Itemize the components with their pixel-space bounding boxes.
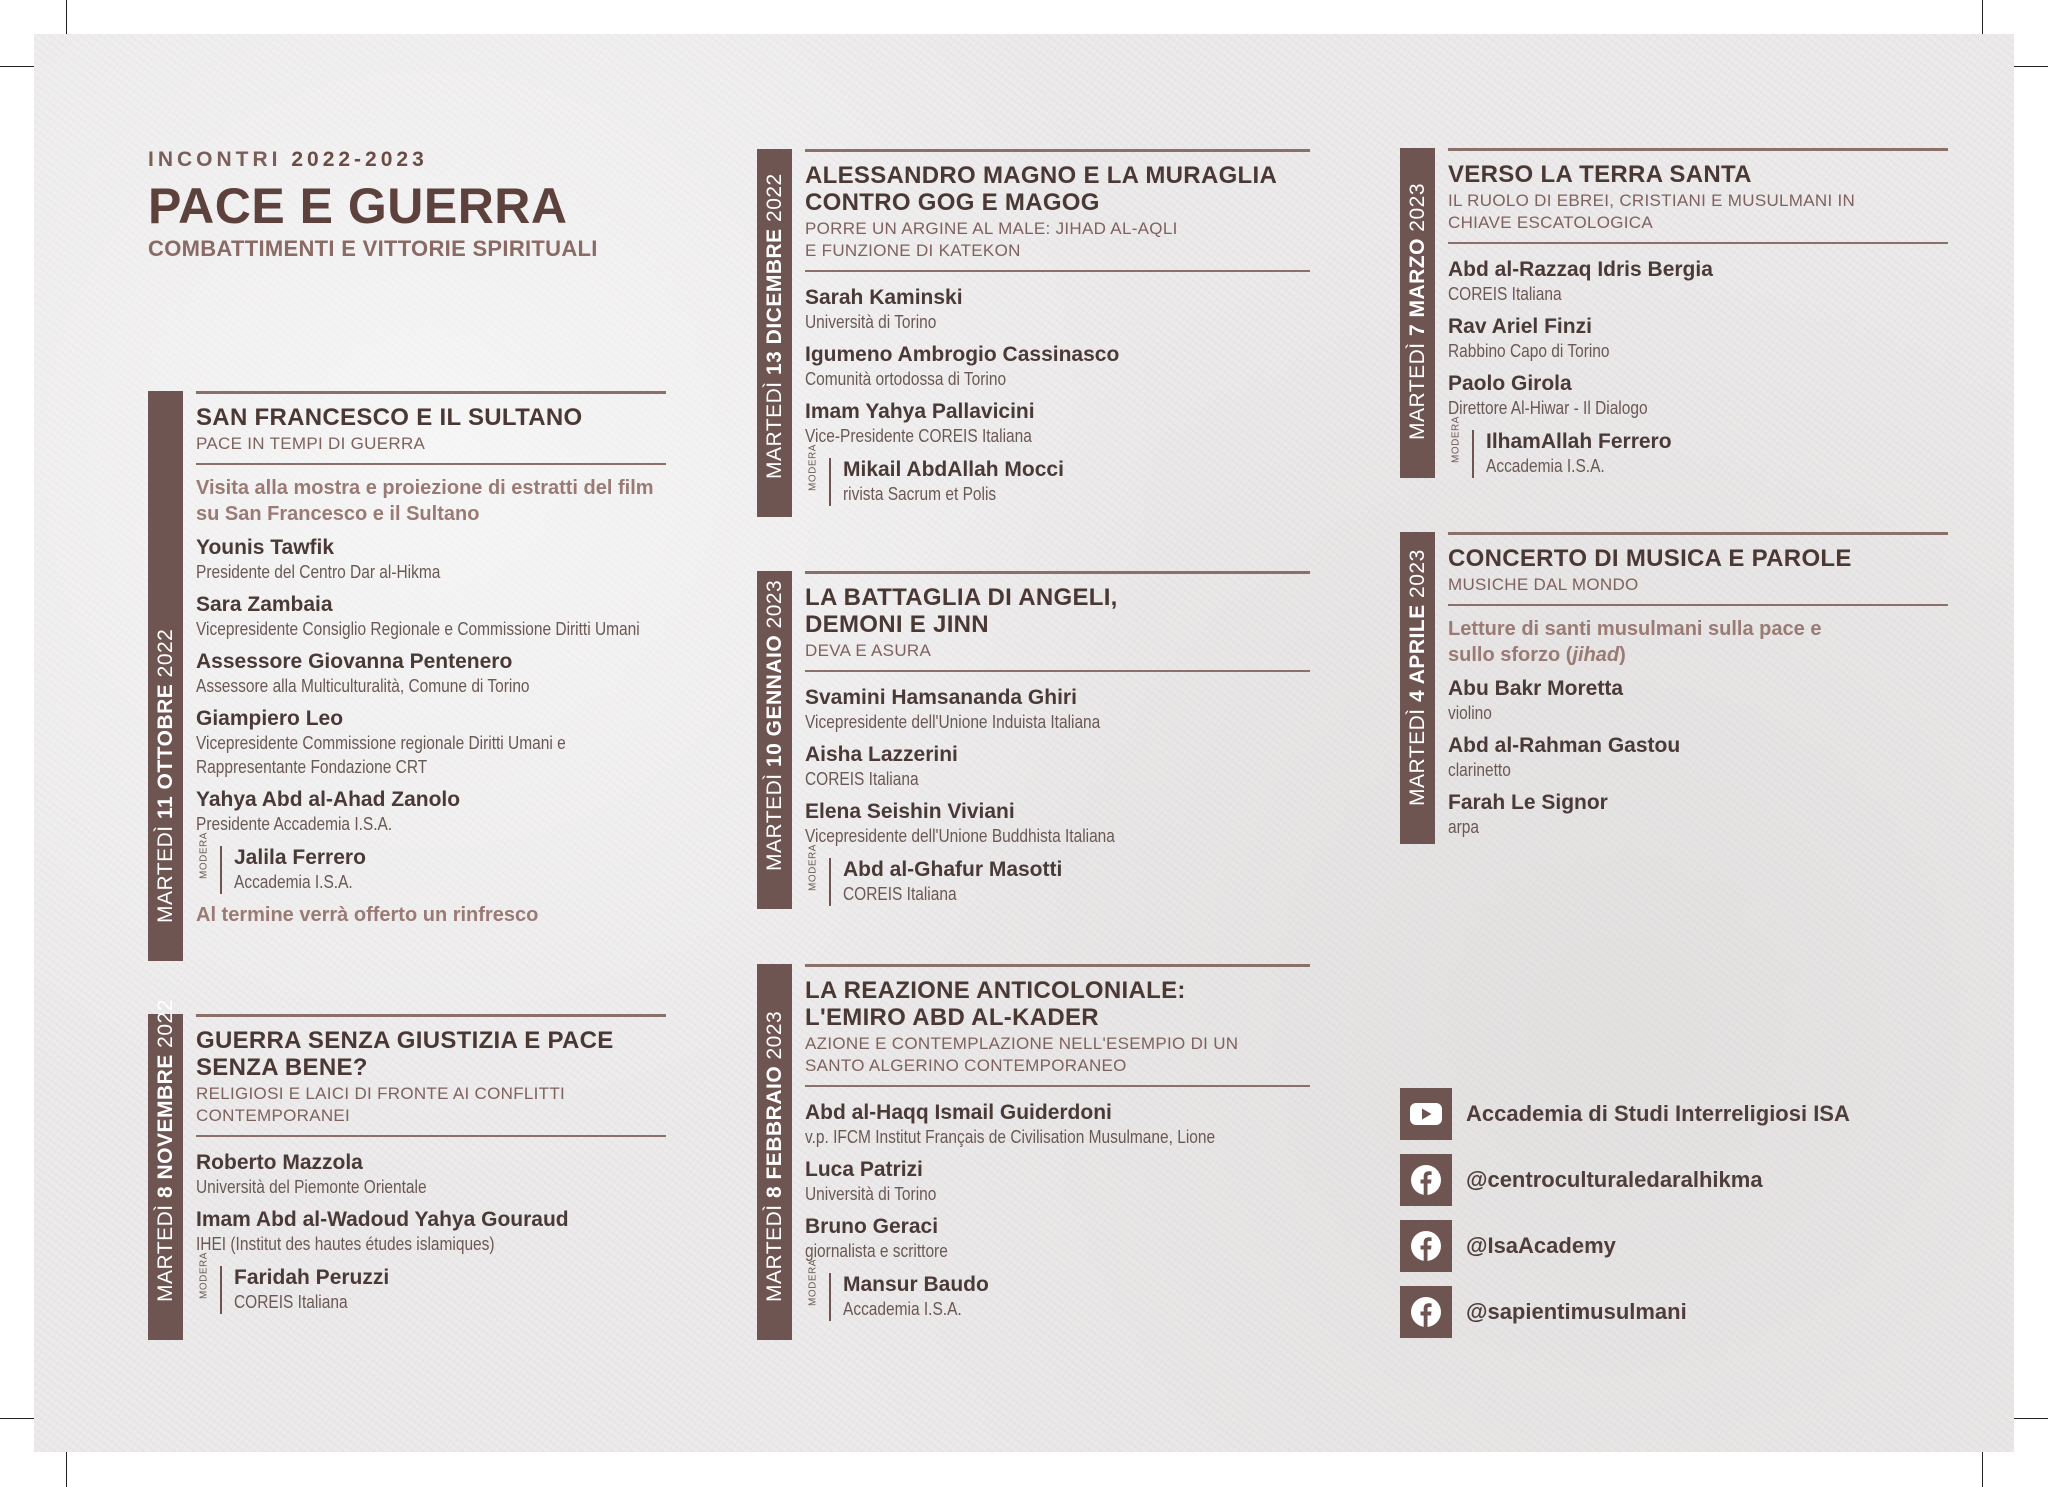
moderator-bar [1472, 430, 1474, 478]
event-day: MARTEDÌ [1405, 708, 1429, 806]
moderator-role: rivista Sacrum et Polis [843, 484, 997, 504]
divider [805, 1085, 1310, 1087]
speaker [196, 1208, 666, 1256]
moderator-label: MODERA [198, 1252, 210, 1299]
speaker-role: Vicepresidente dell'Unione Buddhista Italiana [805, 826, 1115, 846]
moderator-role: COREIS Italiana [843, 884, 957, 904]
event-date-main: 10 GENNAIO [762, 634, 786, 768]
moderator-label: MODERA [198, 832, 210, 879]
date-bar [148, 999, 183, 1340]
event-note: Al termine verrà offerto un rinfresco [196, 904, 539, 926]
speaker [805, 400, 1310, 448]
speaker-name: Luca Patrizi [805, 1158, 923, 1181]
date-bar [757, 571, 792, 909]
event-year: 2023 [762, 1010, 786, 1060]
event-date [154, 629, 178, 923]
header-years: 2022-2023 [291, 148, 428, 171]
speaker-name: Sara Zambaia [196, 593, 333, 616]
event-day: MARTEDÌ [762, 1204, 786, 1302]
moderator-name: Jalila Ferrero [234, 846, 366, 869]
event-card [1400, 148, 1960, 478]
speaker-role: COREIS Italiana [1448, 284, 1562, 304]
speaker-role: Presidente del Centro Dar al-Hikma [196, 562, 441, 582]
moderator [196, 1252, 666, 1314]
speaker-name: Aisha Lazzerini [805, 743, 958, 766]
event-subtitle: MUSICHE DAL MONDO [1448, 575, 1639, 594]
event-title: ALESSANDRO MAGNO E LA MURAGLIA CONTRO GOG E MAGOG [805, 162, 1278, 216]
speaker-role: violino [1448, 703, 1492, 723]
speaker [805, 1158, 1310, 1206]
event-card [757, 964, 1312, 1340]
speaker [196, 707, 666, 779]
speaker [805, 800, 1310, 848]
speaker-name: Sarah Kaminski [805, 286, 963, 309]
moderator-label: MODERA [1450, 416, 1462, 463]
crop-mark [66, 0, 67, 34]
event-subtitle: DEVA E ASURA [805, 641, 932, 660]
date-bar [1400, 532, 1435, 844]
moderator-role: COREIS Italiana [234, 1292, 348, 1312]
crop-mark [1982, 1452, 1983, 1487]
speaker [196, 650, 666, 698]
speaker [196, 593, 666, 641]
event-day: MARTEDÌ [1405, 342, 1429, 440]
event-date-main: 8 FEBBRAIO [762, 1065, 786, 1199]
divider [196, 391, 666, 394]
event-title: LA BATTAGLIA DI ANGELI, DEMONI E JINN [805, 584, 1118, 638]
facebook-icon [1400, 1154, 1452, 1206]
moderator-label: MODERA [807, 844, 819, 891]
speaker [196, 1151, 666, 1199]
event-date-main: 8 NOVEMBRE [153, 1054, 177, 1199]
moderator-name: Abd al-Ghafur Masotti [843, 858, 1063, 881]
moderator-name: IlhamAllah Ferrero [1486, 430, 1672, 453]
moderator [805, 844, 1310, 906]
event-title: GUERRA SENZA GIUSTIZIA E PACE SENZA BENE? [196, 1027, 614, 1081]
crop-mark [0, 66, 34, 67]
moderator-role: Accademia I.S.A. [1486, 456, 1605, 476]
speaker [805, 343, 1310, 391]
moderator-bar [829, 458, 831, 506]
speaker-role: v.p. IFCM Institut Français de Civilisation Musulmane, Lione [805, 1127, 1216, 1147]
event-subtitle: PORRE UN ARGINE AL MALE: JIHAD AL-AQLI E FUNZIONE DI KATEKON [805, 219, 1178, 260]
speaker-name: Assessore Giovanna Pentenero [196, 650, 513, 673]
speaker-name: Giampiero Leo [196, 707, 344, 730]
event-card [1400, 532, 1960, 844]
divider [196, 463, 666, 465]
social-label: @sapientimusulmani [1466, 1299, 1687, 1324]
speaker [1448, 315, 1948, 363]
moderator-name: Mansur Baudo [843, 1273, 989, 1296]
speaker-name: Elena Seishin Viviani [805, 800, 1015, 823]
event-subtitle: IL RUOLO DI EBREI, CRISTIANI E MUSULMANI IN CHIAVE ESCATOLOGICA [1448, 191, 1856, 232]
event-title: VERSO LA TERRA SANTA [1448, 161, 1752, 188]
date-bar [757, 149, 792, 517]
speaker-role: Università di Torino [805, 1184, 937, 1204]
event-card [148, 391, 668, 961]
event-description: Visita alla mostra e proiezione di estratti del film su San Francesco e il Sultano [196, 477, 654, 525]
moderator-bar [220, 1266, 222, 1314]
page-header [148, 148, 688, 262]
crop-mark [2014, 66, 2048, 67]
event-card [757, 149, 1312, 517]
speaker-role: COREIS Italiana [805, 769, 919, 789]
speaker-role: IHEI (Institut des hautes études islamiques) [196, 1234, 495, 1254]
speaker-name: Abu Bakr Moretta [1448, 677, 1624, 700]
moderator-name: Faridah Peruzzi [234, 1266, 390, 1289]
speaker-role: arpa [1448, 817, 1479, 837]
header-kicker [148, 148, 688, 172]
speaker-role: Università di Torino [805, 312, 937, 332]
speaker [805, 1215, 1310, 1263]
divider [805, 149, 1310, 152]
divider [196, 1135, 666, 1137]
moderator [1448, 416, 1948, 478]
speaker [805, 286, 1310, 334]
event-year: 2023 [1405, 549, 1429, 598]
event-year: 2023 [1405, 182, 1429, 232]
divider [1448, 532, 1948, 535]
divider [805, 964, 1310, 967]
speaker [1448, 791, 1948, 839]
divider [1448, 242, 1948, 244]
speaker-role: Rappresentante Fondazione CRT [196, 757, 428, 777]
event-title: SAN FRANCESCO E IL SULTANO [196, 404, 583, 431]
date-bar [757, 964, 792, 1340]
social-link-facebook[interactable] [1400, 1286, 1960, 1338]
speaker-name: Abd al-Haqq Ismail Guiderdoni [805, 1101, 1112, 1124]
speaker-role: Assessore alla Multiculturalità, Comune di Torino [196, 676, 530, 696]
speaker-role: Vicepresidente Consiglio Regionale e Commissione Diritti Umani [196, 619, 640, 639]
speaker-role: Presidente Accademia I.S.A. [196, 814, 393, 834]
speaker-name: Abd al-Rahman Gastou [1448, 734, 1681, 757]
event-year: 2022 [762, 173, 786, 222]
moderator-role: Accademia I.S.A. [843, 1299, 962, 1319]
divider [196, 1014, 666, 1017]
speaker-name: Paolo Girola [1448, 372, 1572, 395]
event-date-main: 7 MARZO [1405, 238, 1429, 337]
event-year: 2022 [153, 628, 177, 678]
moderator-label: MODERA [807, 1259, 819, 1306]
event-day: MARTEDÌ [153, 1204, 177, 1302]
social-link-youtube[interactable] [1400, 1088, 1960, 1140]
header-kicker-label: INCONTRI [148, 148, 282, 171]
speaker [805, 743, 1310, 791]
speaker-role: Rabbino Capo di Torino [1448, 341, 1610, 361]
moderator-role: Accademia I.S.A. [234, 872, 353, 892]
facebook-icon [1400, 1286, 1452, 1338]
social-label: Accademia di Studi Interreligiosi ISA [1466, 1101, 1850, 1126]
speaker-role: Vicepresidente dell'Unione Induista Italiana [805, 712, 1101, 732]
speaker [1448, 372, 1948, 420]
event-subtitle: AZIONE E CONTEMPLAZIONE NELL'ESEMPIO DI UN SANTO ALGERINO CONTEMPORANEO [805, 1034, 1239, 1075]
event-date [154, 999, 178, 1302]
speaker-role: giornalista e scrittore [805, 1241, 948, 1261]
facebook-icon [1400, 1220, 1452, 1272]
event-card [148, 999, 668, 1340]
speaker-name: Farah Le Signor [1448, 791, 1608, 814]
event-subtitle: PACE IN TEMPI DI GUERRA [196, 434, 426, 453]
date-bar [148, 391, 183, 961]
speaker-name: Yahya Abd al-Ahad Zanolo [196, 788, 461, 811]
speaker [1448, 734, 1948, 782]
moderator [805, 1259, 1310, 1321]
speaker [196, 788, 666, 836]
speaker-role: Direttore Al-Hiwar - Il Dialogo [1448, 398, 1648, 418]
social-label: @centroculturaledaralhikma [1466, 1167, 1763, 1192]
speaker-role: Vice-Presidente COREIS Italiana [805, 426, 1032, 446]
crop-mark [0, 1418, 34, 1419]
speaker [196, 536, 666, 584]
event-day: MARTEDÌ [762, 773, 786, 871]
moderator [805, 444, 1310, 506]
page-title: PACE E GUERRA [148, 178, 568, 234]
speaker-name: Imam Yahya Pallavicini [805, 400, 1035, 423]
speaker [805, 686, 1310, 734]
social-link-facebook[interactable] [1400, 1154, 1960, 1206]
speaker-name: Igumeno Ambrogio Cassinasco [805, 343, 1120, 366]
moderator-label: MODERA [807, 444, 819, 491]
event-subtitle: RELIGIOSI E LAICI DI FRONTE AI CONFLITTI CONTEMPORANEI [196, 1084, 566, 1125]
event-date-main: 11 OTTOBRE [153, 683, 177, 820]
divider [805, 670, 1310, 672]
speaker-role: Università del Piemonte Orientale [196, 1177, 427, 1197]
youtube-icon [1400, 1088, 1452, 1140]
divider [805, 270, 1310, 272]
speaker-name: Bruno Geraci [805, 1215, 939, 1238]
event-year: 2023 [762, 579, 786, 629]
event-date [1406, 183, 1430, 440]
speaker-name: Abd al-Razzaq Idris Bergia [1448, 258, 1713, 281]
speaker-name: Svamini Hamsananda Ghiri [805, 686, 1077, 709]
speaker-role: Comunità ortodossa di Torino [805, 369, 1007, 389]
moderator-bar [829, 1273, 831, 1321]
event-day: MARTEDÌ [762, 381, 786, 479]
speaker-name: Imam Abd al-Wadoud Yahya Gouraud [196, 1208, 569, 1231]
social-label: @IsaAcademy [1466, 1233, 1616, 1258]
event-title: LA REAZIONE ANTICOLONIALE: L'EMIRO ABD AL-KADER [805, 977, 1186, 1031]
event-date [1406, 549, 1430, 806]
divider [805, 571, 1310, 574]
moderator-bar [220, 846, 222, 894]
event-date [763, 173, 787, 479]
event-date [763, 580, 787, 871]
date-bar [1400, 148, 1435, 478]
event-title: CONCERTO DI MUSICA E PAROLE [1448, 545, 1852, 572]
divider [1448, 604, 1948, 606]
event-day: MARTEDÌ [153, 825, 177, 923]
event-date-main: 13 DICEMBRE [762, 228, 786, 376]
speaker-role: Vicepresidente Commissione regionale Diritti Umani e [196, 733, 566, 753]
event-date [763, 1011, 787, 1302]
speaker [1448, 677, 1948, 725]
speaker-role: clarinetto [1448, 760, 1511, 780]
speaker-name: Rav Ariel Finzi [1448, 315, 1592, 338]
speaker-name: Younis Tawfik [196, 536, 335, 559]
speaker [1448, 258, 1948, 306]
event-description: Letture di santi musulmani sulla pace e sullo sforzo (jihad) [1448, 618, 1822, 666]
moderator-name: Mikail AbdAllah Mocci [843, 458, 1064, 481]
divider [1448, 148, 1948, 151]
moderator-bar [829, 858, 831, 906]
crop-mark [2014, 1418, 2048, 1419]
page-subtitle: COMBATTIMENTI E VITTORIE SPIRITUALI [148, 236, 598, 261]
event-card [757, 571, 1312, 909]
event-date-main: 4 APRILE [1405, 604, 1429, 703]
event-year: 2022 [153, 999, 177, 1048]
social-link-facebook[interactable] [1400, 1220, 1960, 1272]
moderator [196, 832, 666, 894]
crop-mark [1982, 0, 1983, 34]
speaker-name: Roberto Mazzola [196, 1151, 363, 1174]
speaker [805, 1101, 1310, 1149]
crop-mark [66, 1452, 67, 1487]
